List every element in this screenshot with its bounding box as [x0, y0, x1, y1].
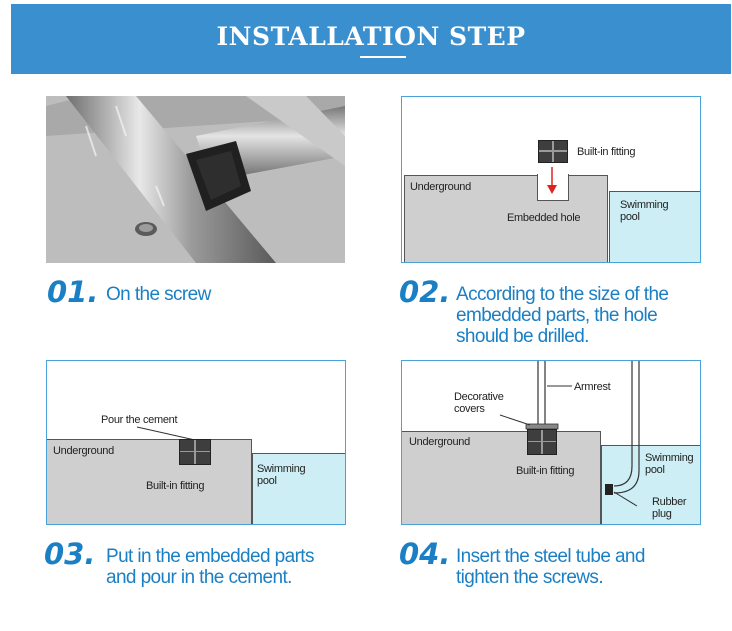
step-3-number: 03. — [44, 537, 96, 571]
built-in-fitting-icon — [179, 439, 211, 465]
step-3-text — [106, 546, 314, 588]
embedded-hole-label: Embedded hole — [507, 212, 581, 224]
pool-label-line1: Swimming — [257, 463, 306, 475]
step-3-line-2: and pour in the cement. — [106, 567, 292, 588]
underground-label: Underground — [410, 181, 471, 193]
rubber-plug-label-line1: Rubber — [652, 496, 687, 508]
step-2-line-2: embedded parts, the hole — [456, 305, 658, 326]
step-1-line-1: On the screw — [106, 284, 211, 305]
decorative-covers-label-line2: covers — [454, 403, 485, 415]
armrest-label: Armrest — [574, 381, 611, 393]
step-2-line-1: According to the size of the — [456, 284, 669, 305]
banner-title: INSTALLATION STEP — [216, 22, 526, 51]
pool-label-line1: Swimming — [645, 452, 694, 464]
step-2-text — [456, 284, 668, 347]
pool-label-line2: pool — [257, 475, 277, 487]
step-2-line-3: should be drilled. — [456, 326, 589, 347]
built-in-fitting-icon — [538, 140, 568, 163]
ladder-screw-photo — [46, 96, 345, 263]
pool-label-line2: pool — [645, 464, 665, 476]
pool-label-line2: pool — [620, 211, 640, 223]
underground-label: Underground — [409, 436, 470, 448]
built-in-fitting-label: Built-in fitting — [516, 465, 575, 477]
built-in-fitting-label: Built-in fitting — [577, 146, 636, 158]
step-4-line-2: tighten the screws. — [456, 567, 604, 588]
step-1-text — [106, 284, 211, 305]
down-arrow-icon — [542, 167, 562, 197]
rubber-plug-label-line2: plug — [652, 508, 672, 520]
step-2-diagram — [401, 96, 701, 263]
built-in-fitting-label: Built-in fitting — [146, 480, 205, 492]
step-4-diagram — [401, 360, 701, 525]
step-4-number: 04. — [399, 537, 451, 571]
step-2-number: 02. — [399, 275, 451, 309]
header-banner — [11, 4, 731, 74]
decorative-covers-label-line1: Decorative — [454, 391, 504, 403]
built-in-fitting-icon — [527, 429, 557, 455]
step-1-number: 01. — [47, 275, 99, 309]
step-3-line-1: Put in the embedded parts — [106, 546, 314, 567]
step-4-line-1: Insert the steel tube and — [456, 546, 645, 567]
step-3-diagram — [46, 360, 346, 525]
step-1-photo — [46, 96, 345, 263]
step-4-text — [456, 546, 645, 588]
pour-cement-label: Pour the cement — [101, 414, 178, 426]
underground-label: Underground — [53, 445, 114, 457]
pool-label-line1: Swimming — [620, 199, 669, 211]
banner-underline — [360, 56, 406, 58]
